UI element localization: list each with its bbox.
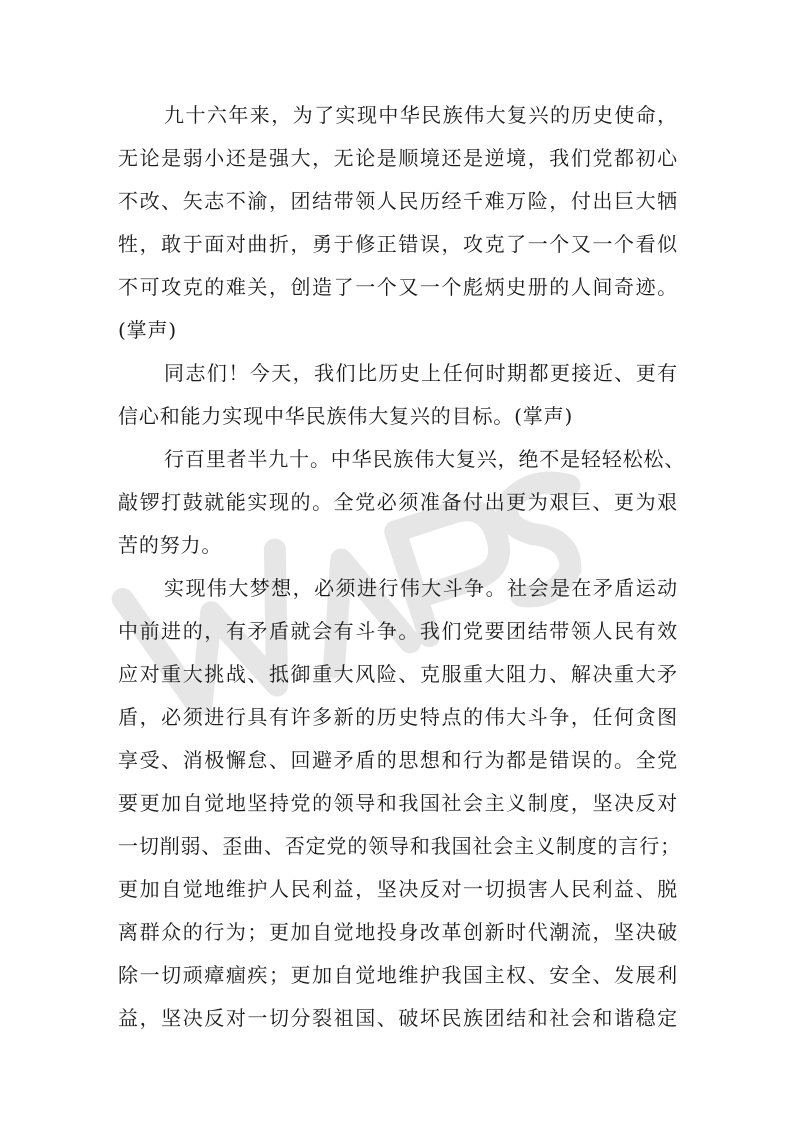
paragraph-line: 九十六年来，为了实现中华民族伟大复兴的历史使命， bbox=[164, 103, 678, 127]
paragraph-line: 实现伟大梦想，必须进行伟大斗争。社会是在矛盾运动 bbox=[164, 576, 678, 600]
paragraph-line: 牲，敢于面对曲折，勇于修正错误，攻克了一个又一个看似 bbox=[118, 232, 678, 256]
paragraph-line: 不改、矢志不渝，团结带领人民历经千难万险，付出巨大牺 bbox=[118, 189, 678, 213]
paragraph-line: 信心和能力实现中华民族伟大复兴的目标。(掌声) bbox=[118, 404, 574, 428]
paragraph-line: 一切削弱、歪曲、否定党的领导和我国社会主义制度的言行； bbox=[118, 834, 681, 858]
paragraph-line: 同志们！今天，我们比历史上任何时期都更接近、更有 bbox=[164, 361, 678, 385]
paragraph-line: 盾，必须进行具有许多新的历史特点的伟大斗争，任何贪图 bbox=[118, 705, 678, 729]
paragraph-line: 享受、消极懈怠、回避矛盾的思想和行为都是错误的。全党 bbox=[118, 748, 678, 772]
paragraph-line: 行百里者半九十。中华民族伟大复兴，绝不是轻轻松松、 bbox=[164, 447, 686, 471]
paragraph-line: 应对重大挑战、抵御重大风险、克服重大阻力、解决重大矛 bbox=[118, 662, 678, 686]
paragraph-line: 不可攻克的难关，创造了一个又一个彪炳史册的人间奇迹。 bbox=[118, 275, 678, 299]
paragraph-line: (掌声) bbox=[118, 318, 178, 342]
paragraph-line: 中前进的，有矛盾就会有斗争。我们党要团结带领人民有效 bbox=[118, 619, 678, 643]
paragraph-line: 无论是弱小还是强大，无论是顺境还是逆境，我们党都初心 bbox=[118, 146, 678, 170]
paragraph-line: 敲锣打鼓就能实现的。全党必须准备付出更为艰巨、更为艰 bbox=[118, 490, 678, 514]
paragraph-line: 要更加自觉地坚持党的领导和我国社会主义制度，坚决反对 bbox=[118, 791, 678, 815]
paragraph-line: 益，坚决反对一切分裂祖国、破坏民族团结和社会和谐稳定 bbox=[118, 1006, 678, 1030]
paragraph-line: 苦的努力。 bbox=[118, 533, 223, 557]
paragraph-line: 离群众的行为；更加自觉地投身改革创新时代潮流，坚决破 bbox=[118, 920, 678, 944]
paragraph-line: 除一切顽瘴痼疾；更加自觉地维护我国主权、安全、发展利 bbox=[118, 963, 678, 987]
paragraph-line: 更加自觉地维护人民利益，坚决反对一切损害人民利益、脱 bbox=[118, 877, 678, 901]
